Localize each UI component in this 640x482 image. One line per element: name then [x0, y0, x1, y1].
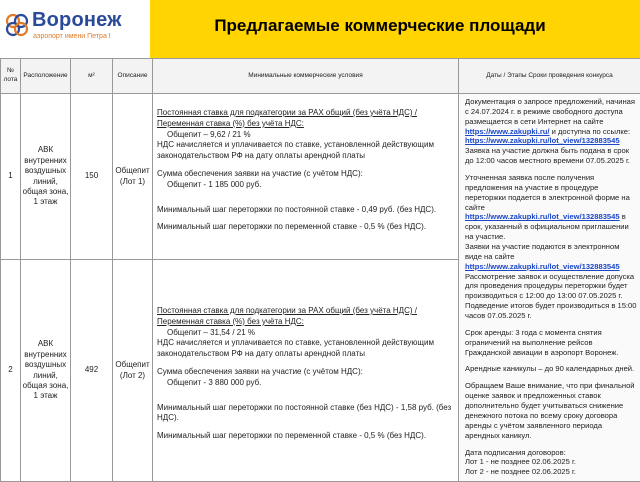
attention-text: Обращаем Ваше внимание, что при финальной оценке заявок и предложенных ставок дополнительно будет учитываться снижение денежного потока по всему сроку договора аренды с учётом заявленного периода арендных каникул. [465, 381, 638, 440]
col-header-num: № лота [1, 59, 21, 94]
rate-title: Постоянная ставка для подкатегории за PAX общий (без учёта НДС) / Переменная ставка (%) без учёта НДС: [157, 108, 454, 130]
lot-link[interactable]: https://www.zakupki.ru/lot_view/132883545 [465, 212, 620, 221]
step-variable: Минимальный шаг переторжки по переменной ставке - 0,5 % (без НДС). [157, 222, 454, 233]
rate-value: Общепит – 9,62 / 21 % [157, 130, 454, 141]
rent-holidays-text: Арендные каникулы – до 90 календарных дней. [465, 364, 638, 374]
airport-logo [0, 0, 150, 58]
lease-term-text: Срок аренды: 3 года с момента снятия ограничений на выполнение рейсов Гражданской авиации в аэропорт Воронеж. [465, 328, 638, 358]
docs-text: Документация о запросе предложений, начиная с 24.07.2024 г. в режиме свободного доступа размещается в сети Интернет на сайте [465, 97, 635, 126]
signing-lot1: Лот 1 - не позднее 02.06.2025 г. [465, 457, 638, 467]
deposit-title: Сумма обеспечения заявки на участие (с учётом НДС): [157, 169, 454, 180]
vat-note: НДС начисляется и уплачивается по ставке, установленной действующим законодательством РФ на дату оплаты арендной платы [157, 338, 454, 360]
col-header-area: м² [71, 59, 113, 94]
rate-value: Общепит – 31,54 / 21 % [157, 328, 454, 339]
step-variable: Минимальный шаг переторжки по переменной ставке - 0,5 % (без НДС). [157, 431, 454, 442]
vat-note: НДС начисляется и уплачивается по ставке, установленной действующим законодательством РФ на дату оплаты арендной платы [157, 140, 454, 162]
signing-lot2: Лот 2 - не позднее 02.06.2025 г. [465, 467, 638, 477]
col-header-dates: Даты / Этапы Сроки проведения конкурса [459, 59, 640, 94]
lot-location: АВК внутренних воздушных линий, общая зона, 1 этаж [21, 94, 71, 260]
tender-dates-cell [459, 94, 640, 482]
table-row [1, 94, 640, 260]
zakupki-link[interactable]: https://www.zakupki.ru/ [465, 127, 550, 136]
deposit-value: Общепит - 3 880 000 руб. [157, 378, 454, 389]
lot-number: 2 [1, 260, 21, 482]
lot-link[interactable]: https://www.zakupki.ru/lot_view/132883545 [465, 262, 620, 271]
page-header [0, 0, 640, 58]
signing-title: Дата подписания договоров: [465, 448, 638, 458]
logo-subtitle: аэропорт имени Петра I [33, 33, 111, 40]
lot-area: 492 [71, 260, 113, 482]
lot-conditions [153, 260, 459, 482]
lot-conditions [153, 94, 459, 260]
lot-description: Общепит (Лот 1) [113, 94, 153, 260]
deadline-text: Заявка на участие должна быть подана в срок до 12:00 часов местного времени 07.05.2025 г. [465, 146, 638, 166]
deposit-value: Общепит - 1 185 000 руб. [157, 180, 454, 191]
col-header-description: Описание [113, 59, 153, 94]
logo-name: Воронеж [32, 9, 122, 32]
col-header-conditions: Минимальные коммерческие условия [153, 59, 459, 94]
col-header-location: Расположение [21, 59, 71, 94]
deposit-title: Сумма обеспечения заявки на участие (с учётом НДС): [157, 367, 454, 378]
electronic-text: Заявки на участие подаются в электронном виде на сайте [465, 242, 619, 261]
rate-title: Постоянная ставка для подкатегории за PAX общий (без учёта НДС) / Переменная ставка (%) без учёта НДС: [157, 306, 454, 328]
table-header-row [1, 59, 640, 94]
docs-text-b: и доступна по ссылке: [550, 127, 631, 136]
results-text: Подведение итогов будет производиться в 15:00 часов 07.05.2025 г. [465, 301, 638, 321]
page-title: Предлагаемые коммерческие площади [160, 16, 600, 36]
refined-bid-text: Уточненная заявка после получения предложения на участие в процедуре переторжки подается в электронной форме на сайте [465, 173, 630, 212]
lot-description: Общепит (Лот 2) [113, 260, 153, 482]
commercial-areas-table [0, 58, 640, 482]
lot-area: 150 [71, 94, 113, 260]
logo-knot-icon [4, 12, 30, 38]
lot-location: АВК внутренних воздушных линий, общая зона, 1 этаж [21, 260, 71, 482]
step-fixed: Минимальный шаг переторжки по постоянной ставке - 0,49 руб. (без НДС). [157, 205, 454, 216]
lot-number: 1 [1, 94, 21, 260]
step-fixed: Минимальный шаг переторжки по постоянной ставке (без НДС) - 1,58 руб. (без НДС). [157, 403, 454, 425]
review-text: Рассмотрение заявок и осуществление допуска для проведения процедуры переторжки будет производиться с 12:00 до 13:00 07.05.2025 г. [465, 272, 638, 302]
refined-bid-text-b: в срок, указанный в официальном приглашении на участие. [465, 212, 629, 241]
lot-link[interactable]: https://www.zakupki.ru/lot_view/132883545 [465, 136, 620, 145]
